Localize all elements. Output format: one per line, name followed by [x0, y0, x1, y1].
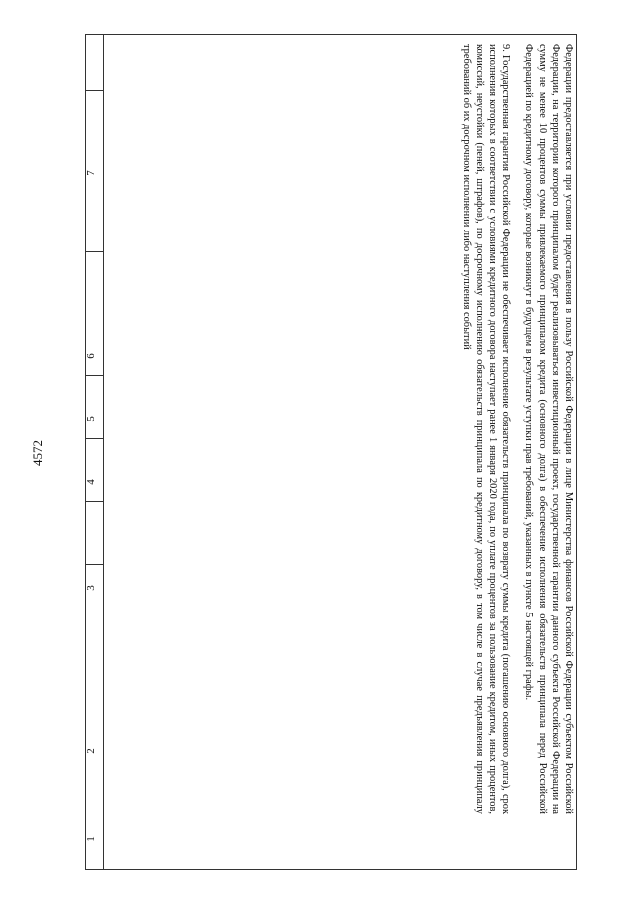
header-row-divider: [103, 34, 104, 870]
col-divider: [85, 564, 103, 565]
paragraph: 9. Государственная гарантия Российской Федерации не обеспечивает исполнение обязательств принципала по возврату суммы кредита (погашению основного долга), срок исполнения которых в соответствии с условиями кредитного договора наступает ранее 1 января 2020 года, по уплате процентов за пользование кредитом, иных процентов, комиссий, неустойки (пеней, штрафов), по досрочному исполнению обязательств принципала по кредитному договору, в том числе в случае предъявления принципалу требований об их досрочном исполнении либо наступления событий: [460, 44, 512, 814]
paragraph: Федерации предоставляется при условии предоставления в пользу Российской Федерации в лице Министерства финансов Российской Федерации субъектом Российской Федерации, на территории которого принципалом будет реализовываться инвестиционный проект, государственной гарантии данного субъекта Российской Федерации на сумму не менее 10 процентов суммы привлекаемого принципалом кредита (основного долга) в обеспечение исполнения обязательств принципала перед Российской Федерацией по кредитному договору, которые возникнут в будущем в результате уступки прав требований, указанных в пункте 5 настоящей графы.: [523, 44, 574, 814]
col-divider: [85, 375, 103, 376]
col-divider: [85, 501, 103, 502]
table-border-right: [576, 34, 577, 870]
table-border-bottom: [85, 869, 577, 870]
col-divider: [85, 438, 103, 439]
col-divider: [85, 90, 103, 91]
table: 1 2 3 4 5 6 7: [85, 34, 577, 870]
column-7-content: [449, 44, 575, 814]
col-divider: [85, 251, 103, 252]
table-border-top: [85, 34, 577, 35]
